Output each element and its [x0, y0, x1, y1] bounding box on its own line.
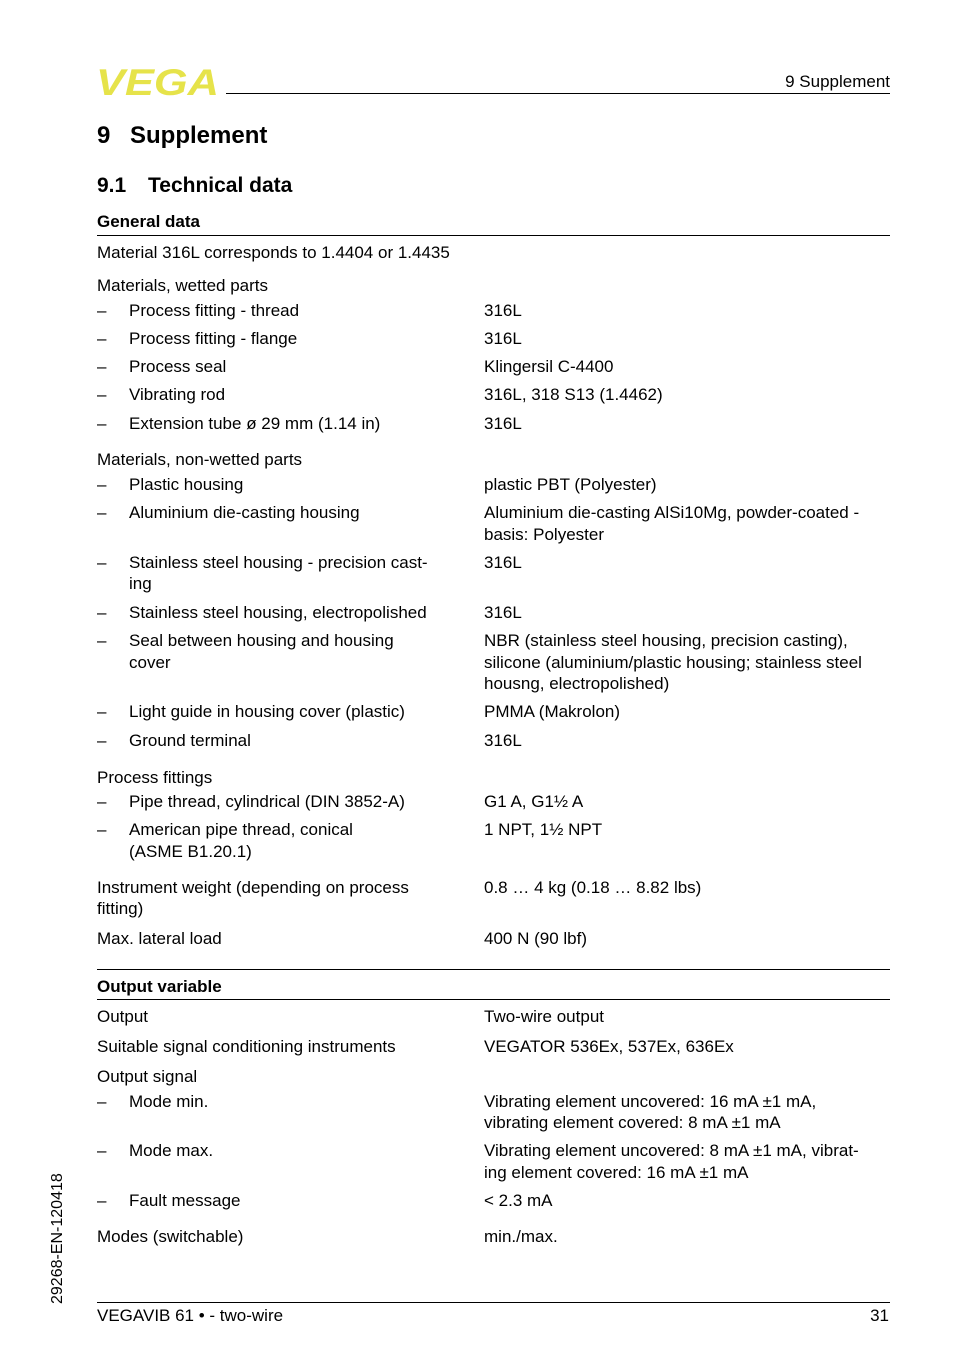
instruments-label: Suitable signal conditioning instruments: [97, 1037, 396, 1056]
list-dash: –: [97, 1092, 107, 1111]
lateral-load-label: Max. lateral load: [97, 929, 222, 948]
signal-label: Mode min.: [129, 1092, 209, 1111]
fitting-value: 1 NPT, 1½ NPT: [484, 820, 603, 839]
section-heading: [97, 174, 292, 198]
chapter-title: Supplement: [130, 122, 268, 149]
section-title: Technical data: [148, 174, 293, 197]
fitting-label: (ASME B1.20.1): [129, 842, 252, 861]
page-number: 31: [870, 1306, 889, 1325]
signal-value: < 2.3 mA: [484, 1191, 553, 1210]
weight-label: fitting): [97, 899, 144, 918]
output-variable-title: Output variable: [97, 977, 222, 996]
list-dash: –: [97, 503, 107, 522]
non-wetted-value: 316L: [484, 553, 522, 572]
non-wetted-label: Light guide in housing cover (plastic): [129, 702, 405, 721]
footer-rule: [97, 1302, 890, 1303]
fitting-label: American pipe thread, conical: [129, 820, 353, 839]
instruments-value: VEGATOR 536Ex, 537Ex, 636Ex: [484, 1037, 734, 1056]
list-dash: –: [97, 301, 107, 320]
non-wetted-parts-label: Materials, non-wetted parts: [97, 450, 303, 469]
output-top-rule: [97, 969, 890, 970]
wetted-value: 316L: [484, 329, 522, 348]
list-dash: –: [97, 792, 107, 811]
list-dash: –: [97, 631, 107, 650]
weight-value: 0.8 … 4 kg (0.18 … 8.82 lbs): [484, 878, 702, 897]
lateral-load-value: 400 N (90 lbf): [484, 929, 587, 948]
wetted-value: 316L: [484, 414, 522, 433]
wetted-parts-label: Materials, wetted parts: [97, 276, 269, 295]
list-dash: –: [97, 702, 107, 721]
fitting-label: Pipe thread, cylindrical (DIN 3852-A): [129, 792, 405, 811]
material-note: Material 316L corresponds to 1.4404 or 1.4435: [97, 243, 450, 262]
list-dash: –: [97, 329, 107, 348]
non-wetted-label: Ground terminal: [129, 731, 251, 750]
wetted-label: Process fitting - thread: [129, 301, 300, 320]
non-wetted-value: PMMA (Makrolon): [484, 702, 621, 721]
chapter-heading: [97, 122, 267, 150]
list-dash: –: [97, 603, 107, 622]
signal-label: Fault message: [129, 1191, 241, 1210]
signal-value: vibrating element covered: 8 mA ±1 mA: [484, 1113, 781, 1132]
signal-label: Mode max.: [129, 1141, 214, 1160]
non-wetted-label: Stainless steel housing, electropolished: [129, 603, 427, 622]
list-dash: –: [97, 820, 107, 839]
footer-product: VEGAVIB 61 • - two-wire: [97, 1306, 284, 1325]
modes-value: min./max.: [484, 1227, 558, 1246]
vega-logo: [96, 66, 220, 98]
wetted-label: Vibrating rod: [129, 385, 226, 404]
non-wetted-value: basis: Polyester: [484, 525, 604, 544]
list-dash: –: [97, 357, 107, 376]
fitting-value: G1 A, G1½ A: [484, 792, 584, 811]
non-wetted-label: Aluminium die-casting housing: [129, 503, 360, 522]
non-wetted-label: cover: [129, 653, 171, 672]
non-wetted-value: 316L: [484, 731, 522, 750]
section-number: 9.1: [97, 174, 127, 197]
output-signal-label: Output signal: [97, 1067, 198, 1086]
output-variable-rule: [97, 999, 890, 1000]
chapter-number: 9: [97, 122, 111, 149]
wetted-label: Process seal: [129, 357, 227, 376]
non-wetted-label: Stainless steel housing - precision cast-: [129, 553, 428, 572]
general-data-rule: [97, 235, 890, 236]
list-dash: –: [97, 475, 107, 494]
list-dash: –: [97, 553, 107, 572]
list-dash: –: [97, 385, 107, 404]
weight-label: Instrument weight (depending on process: [97, 878, 409, 897]
document-number: 29268-EN-120418: [49, 1173, 66, 1304]
non-wetted-value: housng, electropolished): [484, 674, 670, 693]
non-wetted-value: plastic PBT (Polyester): [484, 475, 657, 494]
modes-label: Modes (switchable): [97, 1227, 244, 1246]
signal-value: ing element covered: 16 mA ±1 mA: [484, 1163, 749, 1182]
non-wetted-label: Plastic housing: [129, 475, 244, 494]
non-wetted-value: Aluminium die-casting AlSi10Mg, powder-coated -: [484, 503, 860, 522]
header-section-label: 9 Supplement: [785, 72, 890, 91]
general-data-title: General data: [97, 212, 200, 231]
non-wetted-value: 316L: [484, 603, 522, 622]
output-label: Output: [97, 1007, 149, 1026]
non-wetted-value: NBR (stainless steel housing, precision casting),: [484, 631, 848, 650]
non-wetted-value: silicone (aluminium/plastic housing; stainless steel: [484, 653, 862, 672]
wetted-value: Klingersil C-4400: [484, 357, 614, 376]
signal-value: Vibrating element uncovered: 16 mA ±1 mA,: [484, 1092, 817, 1111]
non-wetted-label: Seal between housing and housing: [129, 631, 394, 650]
output-value: Two-wire output: [484, 1007, 604, 1026]
list-dash: –: [97, 1191, 107, 1210]
signal-value: Vibrating element uncovered: 8 mA ±1 mA, vibrat-: [484, 1141, 859, 1160]
wetted-label: Process fitting - flange: [129, 329, 298, 348]
wetted-value: 316L, 318 S13 (1.4462): [484, 385, 663, 404]
process-fittings-label: Process fittings: [97, 768, 213, 787]
list-dash: –: [97, 1141, 107, 1160]
logo-wordmark: VEGA: [96, 66, 219, 98]
non-wetted-label: ing: [129, 574, 152, 593]
list-dash: –: [97, 731, 107, 750]
header-rule: [226, 93, 890, 94]
wetted-label: Extension tube ø 29 mm (1.14 in): [129, 414, 381, 433]
wetted-value: 316L: [484, 301, 522, 320]
list-dash: –: [97, 414, 107, 433]
